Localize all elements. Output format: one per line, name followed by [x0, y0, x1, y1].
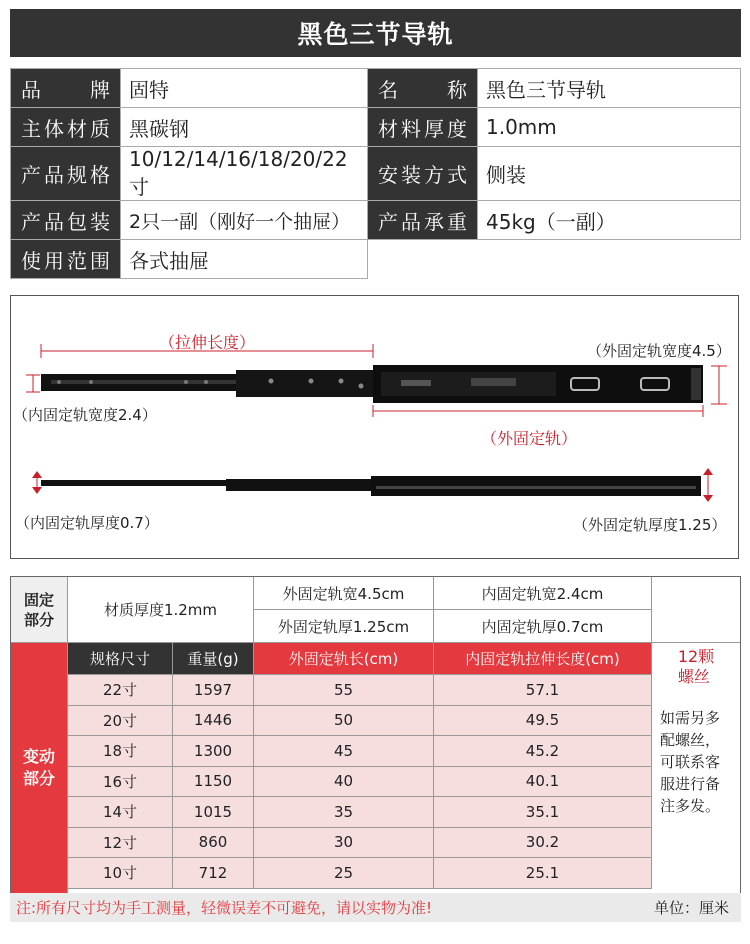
row-size: 14寸 — [68, 797, 173, 828]
spec-value: 固特 — [121, 69, 368, 108]
outer-rail-label: （外固定轨） — [481, 429, 578, 448]
row-outer-length: 35 — [254, 797, 434, 828]
spec-key: 材料厚度 — [368, 108, 478, 147]
outer-width-label: （外固定轨宽度4.5） — [587, 342, 731, 360]
screws-label: 12颗 螺丝 — [677, 647, 715, 686]
spec-row — [11, 69, 741, 108]
inner-rail-thickness: 内固定轨厚0.7cm — [434, 610, 652, 643]
material-thickness: 材质厚度1.2mm — [68, 577, 254, 643]
inner-rail-width: 内固定轨宽2.4cm — [434, 577, 652, 610]
inner-thickness-label: （内固定轨厚度0.7） — [15, 514, 159, 532]
row-weight: 1015 — [173, 797, 254, 828]
row-inner-stretch: 49.5 — [434, 706, 652, 737]
footer-bar — [10, 893, 741, 922]
row-inner-stretch: 25.1 — [434, 858, 652, 889]
header-outer-length: 外固定轨长(cm) — [254, 643, 434, 675]
spec-value: 各式抽屉 — [121, 240, 368, 279]
variable-part-label: 变动 部分 — [11, 643, 68, 894]
row-weight: 1446 — [173, 706, 254, 737]
spec-value: 1.0mm — [478, 108, 741, 147]
row-outer-length: 30 — [254, 828, 434, 859]
outer-thickness-label: （外固定轨厚度1.25） — [573, 516, 727, 534]
outer-rail-width: 外固定轨宽4.5cm — [254, 577, 434, 610]
fixed-part-label: 固定 部分 — [11, 577, 68, 643]
row-inner-stretch: 40.1 — [434, 767, 652, 798]
spec-value: 45kg（一副） — [478, 201, 741, 240]
spec-blank — [368, 240, 741, 279]
spec-table — [10, 68, 741, 279]
spec-key: 使用范围 — [11, 240, 121, 279]
row-weight: 1300 — [173, 736, 254, 767]
spec-key: 品 牌 — [11, 69, 121, 108]
page-title: 黑色三节导轨 — [10, 9, 741, 57]
row-weight: 1150 — [173, 767, 254, 798]
outer-thickness-arrow-top — [703, 468, 713, 475]
row-outer-length: 55 — [254, 675, 434, 706]
spec-value: 侧装 — [478, 147, 741, 201]
spec-value: 黑色三节导轨 — [478, 69, 741, 108]
inner-rail-side — [41, 480, 231, 486]
spec-value: 黑碳钢 — [121, 108, 368, 147]
inner-width-label: （内固定轨宽度2.4） — [13, 406, 157, 424]
row-inner-stretch: 35.1 — [434, 797, 652, 828]
row-outer-length: 50 — [254, 706, 434, 737]
row-size: 20寸 — [68, 706, 173, 737]
outer-thickness-arrow-bottom — [703, 495, 713, 502]
row-weight: 860 — [173, 828, 254, 859]
spec-key: 安装方式 — [368, 147, 478, 201]
spec-value: 2只一副（刚好一个抽屉） — [121, 201, 368, 240]
size-table — [10, 576, 741, 922]
spec-row — [11, 108, 741, 147]
row-size: 18寸 — [68, 736, 173, 767]
row-inner-stretch: 30.2 — [434, 828, 652, 859]
middle-rail-side — [226, 479, 376, 491]
header-inner-stretch: 内固定轨拉伸长度(cm) — [434, 643, 652, 675]
screw-note: 如需另多 配螺丝， 可联系客 服进行备 注多发。 — [652, 691, 740, 894]
row-outer-length: 25 — [254, 858, 434, 889]
footer-unit: 单位：厘米 — [653, 899, 729, 917]
inner-thickness-arrow-bottom — [32, 487, 42, 494]
row-weight: 712 — [173, 858, 254, 889]
rail-diagram — [10, 295, 739, 559]
spec-key: 产品规格 — [11, 147, 121, 201]
spec-key: 产品包装 — [11, 201, 121, 240]
header-size: 规格尺寸 — [68, 643, 173, 675]
spec-key: 名 称 — [368, 69, 478, 108]
row-size: 12寸 — [68, 828, 173, 859]
spec-value: 10/12/14/16/18/20/22寸 — [121, 147, 368, 201]
stretch-length-label: （拉伸长度） — [159, 333, 256, 352]
row-size: 16寸 — [68, 767, 173, 798]
spec-row — [11, 201, 741, 240]
footer-note: 注:所有尺寸均为手工测量，轻微误差不可避免，请以实物为准! — [16, 899, 433, 917]
spec-row — [11, 240, 741, 279]
row-inner-stretch: 57.1 — [434, 675, 652, 706]
spec-key: 主体材质 — [11, 108, 121, 147]
row-weight: 1597 — [173, 675, 254, 706]
row-outer-length: 40 — [254, 767, 434, 798]
middle-rail — [236, 370, 376, 397]
inner-thickness-arrow-top — [32, 471, 42, 478]
spec-key: 产品承重 — [368, 201, 478, 240]
spec-row — [11, 147, 741, 201]
row-inner-stretch: 45.2 — [434, 736, 652, 767]
row-outer-length: 45 — [254, 736, 434, 767]
row-size: 22寸 — [68, 675, 173, 706]
row-size: 10寸 — [68, 858, 173, 889]
right-blank — [652, 577, 740, 643]
header-weight: 重量(g) — [173, 643, 254, 675]
outer-rail-thickness: 外固定轨厚1.25cm — [254, 610, 434, 643]
